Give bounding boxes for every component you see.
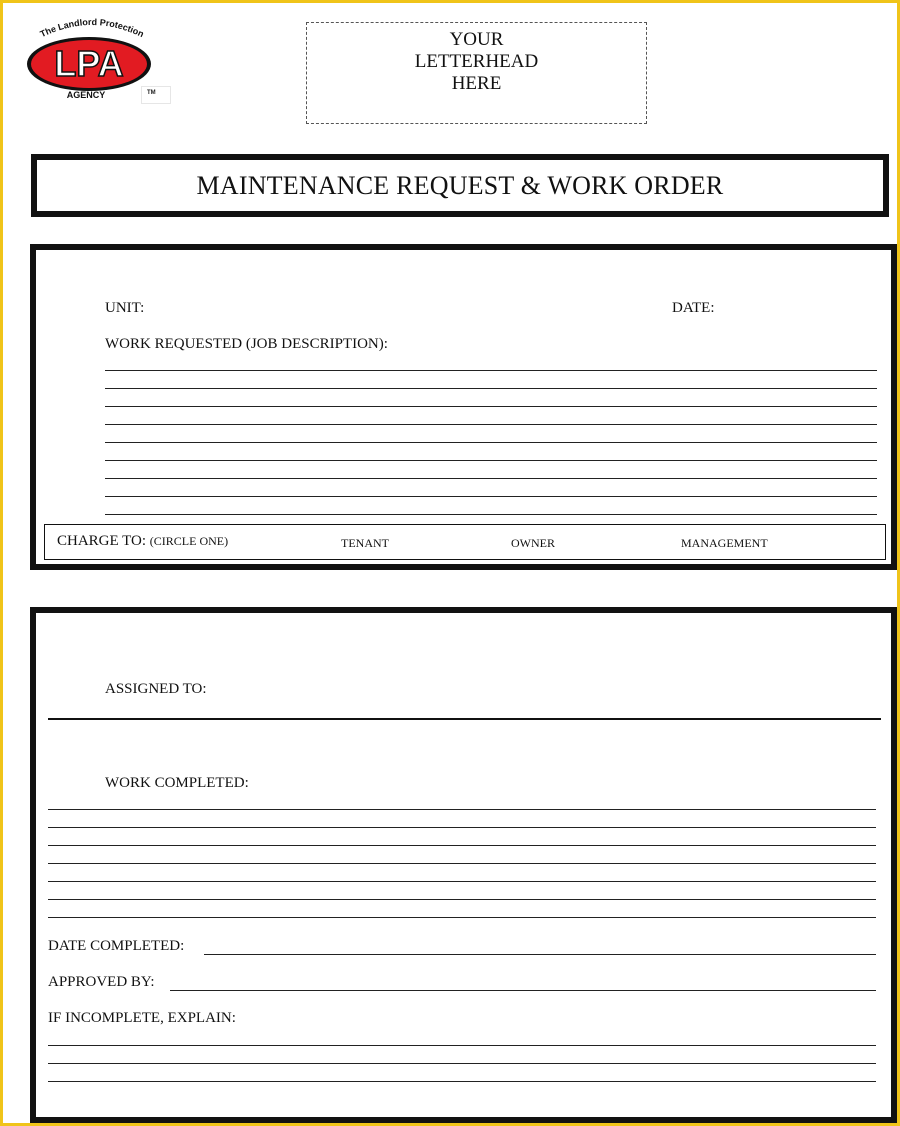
work-completed-line[interactable] — [48, 809, 876, 810]
charge-option-owner[interactable]: OWNER — [511, 536, 555, 550]
letterhead-line-2: LETTERHEAD — [414, 51, 539, 72]
completion-section — [30, 607, 897, 1123]
work-requested-label: WORK REQUESTED (JOB DESCRIPTION): — [105, 336, 388, 352]
incomplete-explain-line[interactable] — [48, 1081, 876, 1082]
letterhead-placeholder — [306, 22, 647, 124]
date-completed-line[interactable] — [204, 954, 876, 955]
description-line[interactable] — [105, 460, 877, 461]
approved-by-label: APPROVED BY: — [48, 974, 155, 990]
incomplete-explain-label: IF INCOMPLETE, EXPLAIN: — [48, 1010, 236, 1026]
charge-to-label: CHARGE TO: (CIRCLE ONE) — [57, 533, 229, 549]
incomplete-explain-line[interactable] — [48, 1063, 876, 1064]
description-line[interactable] — [105, 406, 877, 407]
date-completed-label: DATE COMPLETED: — [48, 938, 185, 954]
work-completed-line[interactable] — [48, 917, 876, 918]
description-line[interactable] — [105, 478, 877, 479]
document-title: MAINTENANCE REQUEST & WORK ORDER — [196, 170, 724, 200]
charge-option-management[interactable]: MANAGEMENT — [681, 536, 768, 550]
description-line[interactable] — [105, 370, 877, 371]
assigned-to-label: ASSIGNED TO: — [105, 681, 207, 697]
description-line[interactable] — [105, 424, 877, 425]
work-completed-line[interactable] — [48, 899, 876, 900]
description-line[interactable] — [105, 496, 877, 497]
work-completed-line[interactable] — [48, 827, 876, 828]
request-section — [30, 244, 897, 570]
unit-label: UNIT: — [105, 300, 145, 316]
approved-by-line[interactable] — [170, 990, 876, 991]
description-line[interactable] — [105, 388, 877, 389]
work-completed-line[interactable] — [48, 881, 876, 882]
circle-one-hint: (CIRCLE ONE) — [149, 534, 229, 548]
letterhead-line-3: HERE — [451, 73, 502, 94]
work-completed-line[interactable] — [48, 863, 876, 864]
charge-option-tenant[interactable]: TENANT — [341, 536, 389, 550]
letterhead-line-1: YOUR — [449, 29, 504, 50]
description-line[interactable] — [105, 442, 877, 443]
work-completed-label: WORK COMPLETED: — [105, 775, 249, 791]
description-line[interactable] — [105, 514, 877, 515]
date-label: DATE: — [672, 300, 715, 316]
charge-to-box — [44, 524, 886, 560]
logo-arc-text: The Landlord Protection — [38, 16, 146, 40]
trademark-mark: TM — [141, 86, 171, 104]
logo-agency-text: AGENCY — [66, 90, 106, 100]
svg-text:The Landlord Protection — [38, 17, 145, 39]
work-completed-line[interactable] — [48, 845, 876, 846]
incomplete-explain-line[interactable] — [48, 1045, 876, 1046]
logo-initials: LPA — [54, 43, 124, 84]
document-title-box — [31, 154, 889, 217]
assigned-to-line[interactable] — [48, 718, 881, 720]
